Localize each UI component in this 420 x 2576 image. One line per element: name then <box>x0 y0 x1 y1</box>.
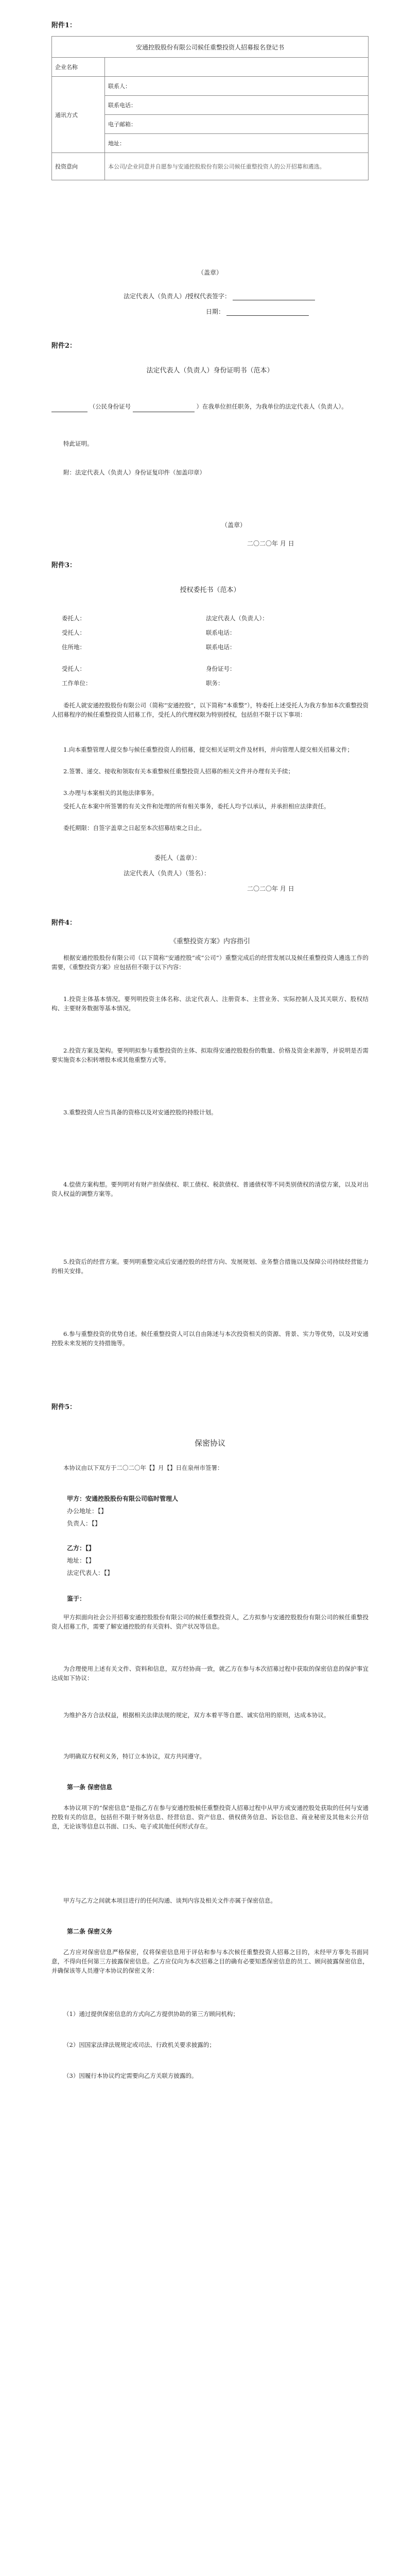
att2-heading: 附件2： <box>51 342 77 350</box>
att3-date: 二〇二〇年 月 日 <box>247 885 294 892</box>
att3-heading: 附件3： <box>51 562 77 569</box>
party-a-address: 办公地址：【】 <box>67 1507 108 1515</box>
att4-para-4: 4.偿债方案构想。要列明对有财产担保债权、职工债权、税款债权、普通债权等不同类别债权的清偿方案，以及对出资人权益的调整方案等。 <box>51 1181 369 1197</box>
att4-para-1: 1.投资主体基本情况。要列明投资主体名称、法定代表人、注册资本、主营业务、实际控制人及其关联方、股权结构、主要财务数据等基本情况。 <box>51 995 369 1012</box>
section-2-item-3: （3）因履行本协议约定需要向乙方关联方披露的。 <box>63 2072 198 2079</box>
contact-email-field[interactable]: 电子邮箱： <box>105 115 369 134</box>
att1-date-label: 日期： <box>206 308 225 315</box>
att5-heading: 附件5： <box>51 1403 77 1411</box>
whereas-2: 为合理使用上述有关文件、资料和信息，双方经协商一致，就乙方在参与本次招募过程中获取的保密信息的保护事宜达成如下协议： <box>51 1665 369 1682</box>
agent2-label: 受托人： <box>62 665 85 672</box>
att1-seal: （盖章） <box>197 269 222 276</box>
att5-title: 保密协议 <box>194 1438 225 1448</box>
att3-tail-1: 受托人在本案中所签署的有关文件和处理的所有相关事务，委托人均予以承认，并承担相应法律责任。 <box>63 803 330 810</box>
att1-heading: 附件1： <box>51 22 77 29</box>
att4-heading: 附件4： <box>51 919 77 927</box>
att3-sign-principal: 委托人（盖章）： <box>154 854 201 861</box>
name-blank-line[interactable] <box>51 404 87 412</box>
party-a-name: 甲方：安通控股股份有限公司临时管理人 <box>67 1495 179 1502</box>
registration-form-title: 安通控股股份有限公司候任重整投资人招募报名登记书 <box>52 37 369 58</box>
att1-date-line[interactable] <box>226 308 309 316</box>
att3-item-2: 2.签署、递交、接收和领取有关本重整候任重整投资人招募的相关文件并办理有关手续； <box>63 768 294 775</box>
whereas-1: 甲方拟面向社会公开招募安通控股股份有限公司的候任重整投资人，乙方拟参与安通控股股份有限公司的候任重整投资人招募工作，需要了解安通控股的有关资料、资产状况等信息。 <box>51 1614 369 1630</box>
section-1-body: 本协议项下的“保密信息”是指乙方在参与安通控股候任重整投资人招募过程中从甲方或安通控股处获取的任何与安通控股有关的信息，包括但不限于财务信息、经营信息、资产信息、债权债务信息、诉讼信息、商业秘密及其他未公开信息，无论该等信息以书面、口头、电子或其他任何形式存在。 <box>51 1804 369 1830</box>
section-2-title: 第二条 保密义务 <box>67 1928 113 1935</box>
id-number-line[interactable] <box>133 404 195 412</box>
rep-signature-label: 法定代表人（负责人）/授权代表签字： <box>124 293 231 300</box>
whereas-3: 为维护各方合法权益，根据相关法律法规的规定，双方本着平等自愿、诚实信用的原则，达成本协议。 <box>63 1711 330 1719</box>
rep-signature-line[interactable] <box>233 293 315 300</box>
employer-label: 工作单位： <box>62 680 92 687</box>
domicile-phone-label: 联系电话： <box>206 643 236 651</box>
registration-form-table <box>51 36 369 180</box>
company-name-field[interactable] <box>105 58 369 77</box>
principal-rep-label: 法定代表人（负责人）： <box>206 615 268 622</box>
att4-para-6: 6.参与重整投资的优势自述。候任重整投资人可以自由陈述与本次投资相关的资源、背景、实力等优势，以及对安通控股未来发展的支持措施等。 <box>51 1330 369 1347</box>
att4-title: 《重整投资方案》内容指引 <box>169 938 250 945</box>
intent-text: 本公司/企业同意并自愿参与安通控股股份有限公司候任重整投资人的公开招募和遴选。 <box>105 153 369 180</box>
att3-sign-rep: 法定代表人（负责人）（签名）： <box>124 870 211 877</box>
section-1-body-2: 甲方与乙方之间就本项目进行的任何沟通、谈判内容及相关文件亦属于保密信息。 <box>63 1897 276 1904</box>
att2-attachment-note: 附：法定代表人（负责人）身份证复印件（加盖印章） <box>63 469 205 476</box>
att3-title: 授权委托书（范本） <box>180 586 240 594</box>
position-label: 职务： <box>206 680 224 687</box>
party-b-rep: 法定代表人：【】 <box>67 1569 114 1577</box>
contact-label: 通讯方式 <box>52 77 105 153</box>
id-number-label: 身份证号： <box>206 665 236 672</box>
contact-address-field[interactable]: 地址： <box>105 134 369 153</box>
whereas-4: 为明确双方权利义务，特订立本协议，双方共同遵守。 <box>63 1753 205 1760</box>
party-a-rep: 负责人：【】 <box>67 1520 101 1527</box>
att3-item-1: 1.向本重整管理人提交参与候任重整投资人的招募，提交相关证明文件及材料，并向管理人提交相关招募文件； <box>63 746 353 753</box>
whereas-label: 鉴于： <box>67 1595 86 1602</box>
domicile-label: 住所地： <box>62 643 85 651</box>
att3-item-3: 3.办理与本案相关的其他法律事务。 <box>63 789 158 796</box>
att4-para-3: 3.重整投资人应当具备的资格以及对安通控股的持股计划。 <box>63 1109 217 1116</box>
att2-para1: （公民身份证号 ）在我单位担任职务，为我单位的法定代表人（负责人）。 <box>51 401 369 412</box>
att4-para-5: 5.投资后的经营方案。要列明重整完成后安通控股的经营方向、发展规划、业务整合措施以及保障公司持续经营能力的相关安排。 <box>51 1258 369 1275</box>
agent-phone-label: 联系电话： <box>206 629 236 636</box>
section-2-body: 乙方应对保密信息严格保密，仅将保密信息用于评估和参与本次候任重整投资人招募之目的，未经甲方事先书面同意，不得向任何第三方披露保密信息。乙方应仅向为本次招募之目的确有必要知悉保密信息的员工、顾问披露保密信息，并确保该等人员遵守本协议的保密义务： <box>51 1948 369 1974</box>
contact-person-field[interactable]: 联系人： <box>105 77 369 96</box>
att2-seal: （盖章） <box>221 521 247 529</box>
intent-label: 投资意向 <box>52 153 105 180</box>
att4-para-2: 2.投资方案及架构。要列明拟参与重整投资的主体、拟取得安通控股股份的数量、价格及资金来源等，并说明是否需要实施资本公积转增股本或其他重整方式等。 <box>51 1047 369 1063</box>
att5-intro: 本协议由以下双方于二〇二〇年【】月【】日在泉州市签署： <box>63 1464 223 1471</box>
section-2-item-1: （1）通过提供保密信息的方式向乙方提供协助的第三方顾问机构； <box>63 2010 239 2018</box>
agent-label: 受托人： <box>62 629 85 636</box>
section-1-title: 第一条 保密信息 <box>67 1784 113 1791</box>
section-2-item-2: （2）因国家法律法规规定或司法、行政机关要求披露的； <box>63 2041 215 2048</box>
party-b-address: 地址：【】 <box>67 1557 95 1564</box>
contact-phone-field[interactable]: 联系电话： <box>105 96 369 115</box>
company-name-label: 企业名称 <box>52 58 105 77</box>
att3-body: 委托人就安通控股股份有限公司（简称“安通控股”，以下简称“本重整”），特委托上述受托人为我方参加本次重整投资人招募程序的候任重整投资人招募工作，受托人的代理权限为特别授权，包括但不限于以下事项： <box>51 702 369 718</box>
att2-para2: 特此证明。 <box>63 440 93 447</box>
att2-title: 法定代表人（负责人）身份证明书（范本） <box>146 367 274 375</box>
att2-date: 二〇二〇年 月 日 <box>247 540 294 547</box>
principal-label: 委托人： <box>62 615 85 622</box>
att4-intro: 根据安通控股股份有限公司（以下简称“安通控股”或“公司”）重整完成后的经营发展以及候任重整投资人遴选工作的需要，《重整投资方案》应包括但不限于以下内容： <box>51 954 369 971</box>
party-b-name: 乙方：【】 <box>67 1545 95 1552</box>
att3-tail-2: 委托期限：自签字盖章之日起至本次招募结束之日止。 <box>63 824 205 832</box>
